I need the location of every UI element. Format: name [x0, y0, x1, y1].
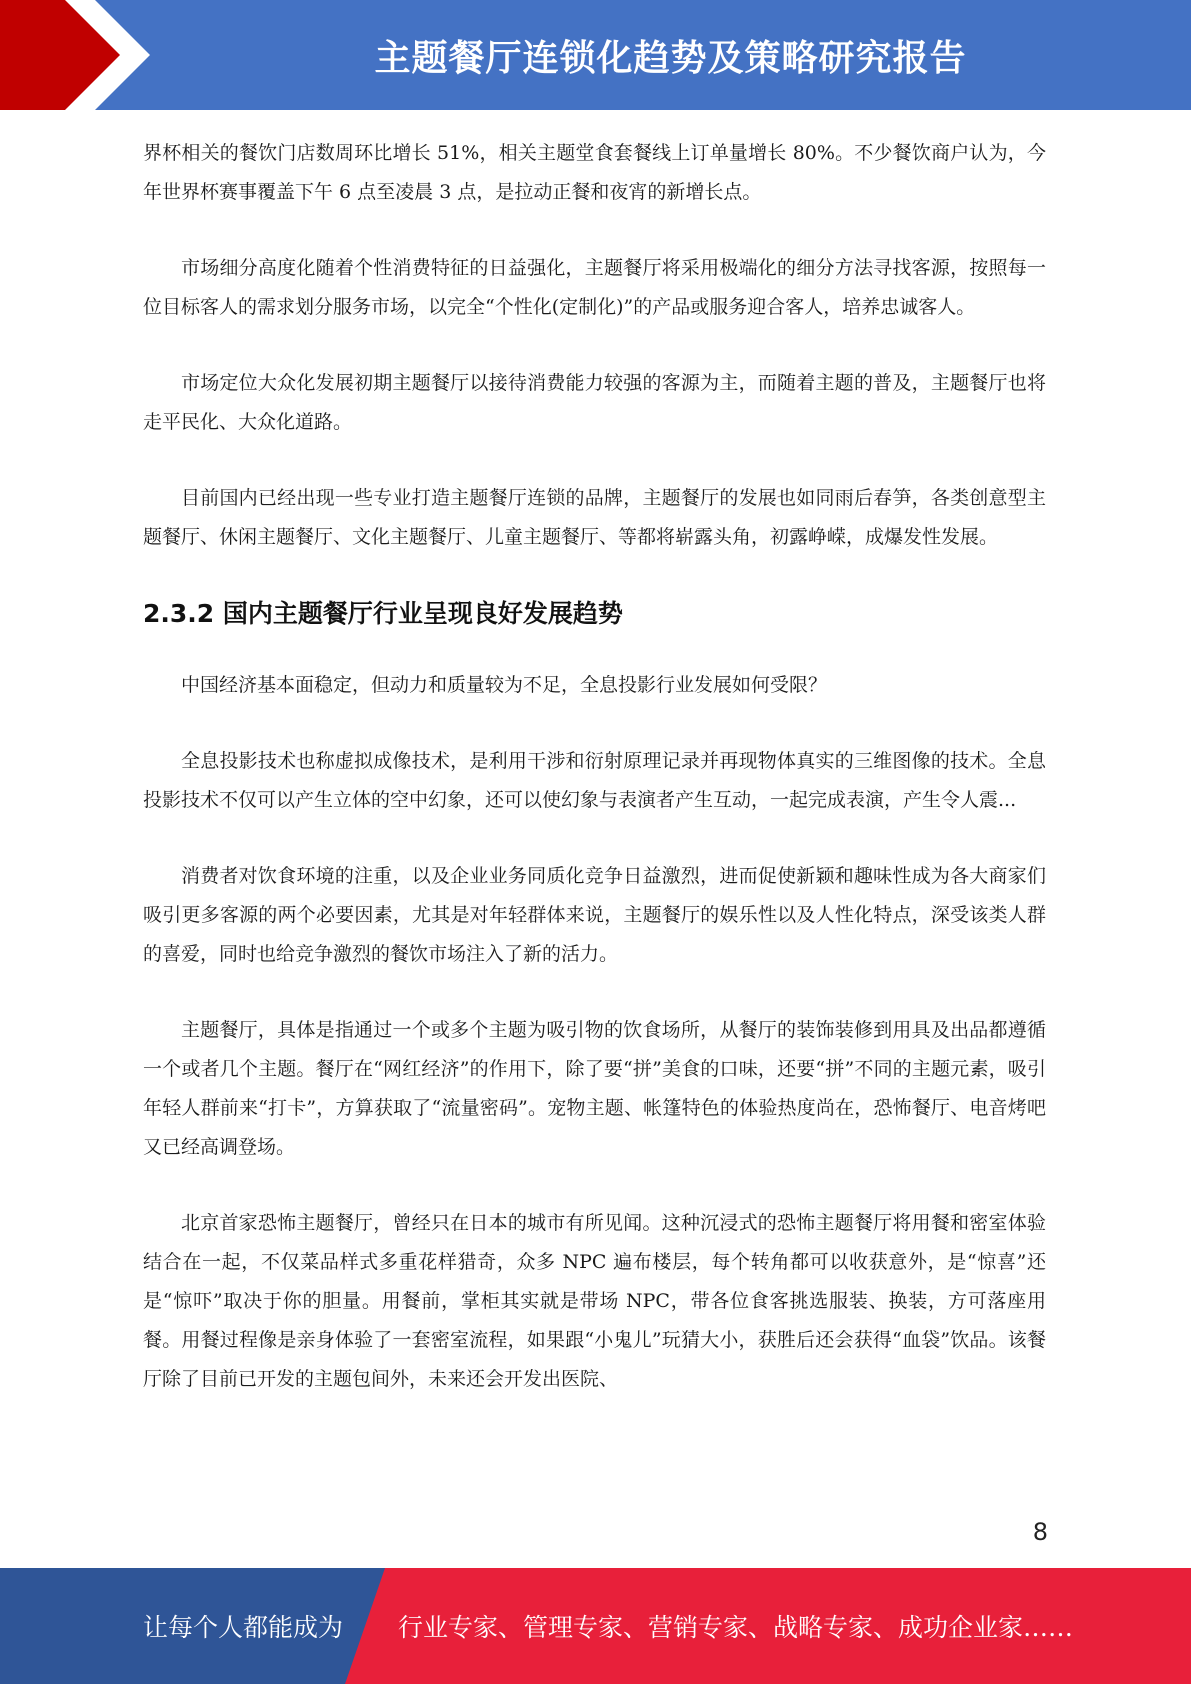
body-paragraph: 主题餐厅，具体是指通过一个或多个主题为吸引物的饮食场所，从餐厅的装饰装修到用具及出品都遵循一个或者几个主题。餐厅在“网红经济”的作用下，除了要“拼”美食的口味，还要“拼”不同的主题元素，吸引年轻人群前来“打卡”，方算获取了“流量密码”。宠物主题、帐篷特色的体验热度尚在，恐怖餐厅、电音烤吧又已经高调登场。	[143, 1019, 1046, 1158]
footer-slogan-left: 让每个人都能成为	[143, 1613, 344, 1642]
body-paragraph: 市场定位大众化发展初期主题餐厅以接待消费能力较强的客源为主，而随着主题的普及，主题餐厅也将走平民化、大众化道路。	[143, 372, 1046, 433]
page-footer	[0, 1568, 1191, 1684]
body-paragraph: 消费者对饮食环境的注重，以及企业业务同质化竞争日益激烈，进而促使新颖和趣味性成为各大商家们吸引更多客源的两个必要因素，尤其是对年轻群体来说，主题餐厅的娱乐性以及人性化特点，深受该类人群的喜爱，同时也给竞争激烈的餐饮市场注入了新的活力。	[143, 865, 1046, 965]
body-paragraph: 界杯相关的餐饮门店数周环比增长 51%，相关主题堂食套餐线上订单量增长 80%。不少餐饮商户认为，今年世界杯赛事覆盖下午 6 点至凌晨 3 点，是拉动正餐和夜宵的新增长点。	[143, 142, 1046, 203]
body-paragraph: 北京首家恐怖主题餐厅，曾经只在日本的城市有所见闻。这种沉浸式的恐怖主题餐厅将用餐和密室体验结合在一起，不仅菜品样式多重花样猎奇，众多 NPC 遍布楼层，每个转角都可以收获意外，是“惊喜”还是“惊吓”取决于你的胆量。用餐前，掌柜其实就是带场 NPC，带各位食客挑选服装、换装，方可落座用餐。用餐过程像是亲身体验了一套密室流程，如果跟“小鬼儿”玩猜大小，获胜后还会获得“血袋”饮品。该餐厅除了目前已开发的主题包间外，未来还会开发出医院、	[143, 1212, 1046, 1390]
document-title: 主题餐厅连锁化趋势及策略研究报告	[374, 37, 967, 79]
page-number: 8	[1032, 1518, 1048, 1546]
body-paragraph: 目前国内已经出现一些专业打造主题餐厅连锁的品牌，主题餐厅的发展也如同雨后春笋，各类创意型主题餐厅、休闲主题餐厅、文化主题餐厅、儿童主题餐厅、等都将崭露头角，初露峥嵘，成爆发性发展。	[143, 487, 1046, 548]
footer-slogan-right: 行业专家、管理专家、营销专家、战略专家、成功企业家……	[398, 1613, 1074, 1642]
body-paragraph: 中国经济基本面稳定，但动力和质量较为不足，全息投影行业发展如何受限？	[181, 674, 828, 696]
document-body	[143, 134, 1046, 1436]
page-header	[0, 0, 1191, 110]
body-paragraph: 市场细分高度化随着个性消费特征的日益强化，主题餐厅将采用极端化的细分方法寻找客源，按照每一位目标客人的需求划分服务市场，以完全“个性化(定制化)”的产品或服务迎合客人，培养忠诚客人。	[143, 257, 1046, 318]
body-paragraph: 全息投影技术也称虚拟成像技术，是利用干涉和衍射原理记录并再现物体真实的三维图像的技术。全息投影技术不仅可以产生立体的空中幻象，还可以使幻象与表演者产生互动，一起完成表演，产生令人震...	[143, 750, 1046, 811]
section-heading: 2.3.2 国内主题餐厅行业呈现良好发展趋势	[143, 599, 623, 628]
